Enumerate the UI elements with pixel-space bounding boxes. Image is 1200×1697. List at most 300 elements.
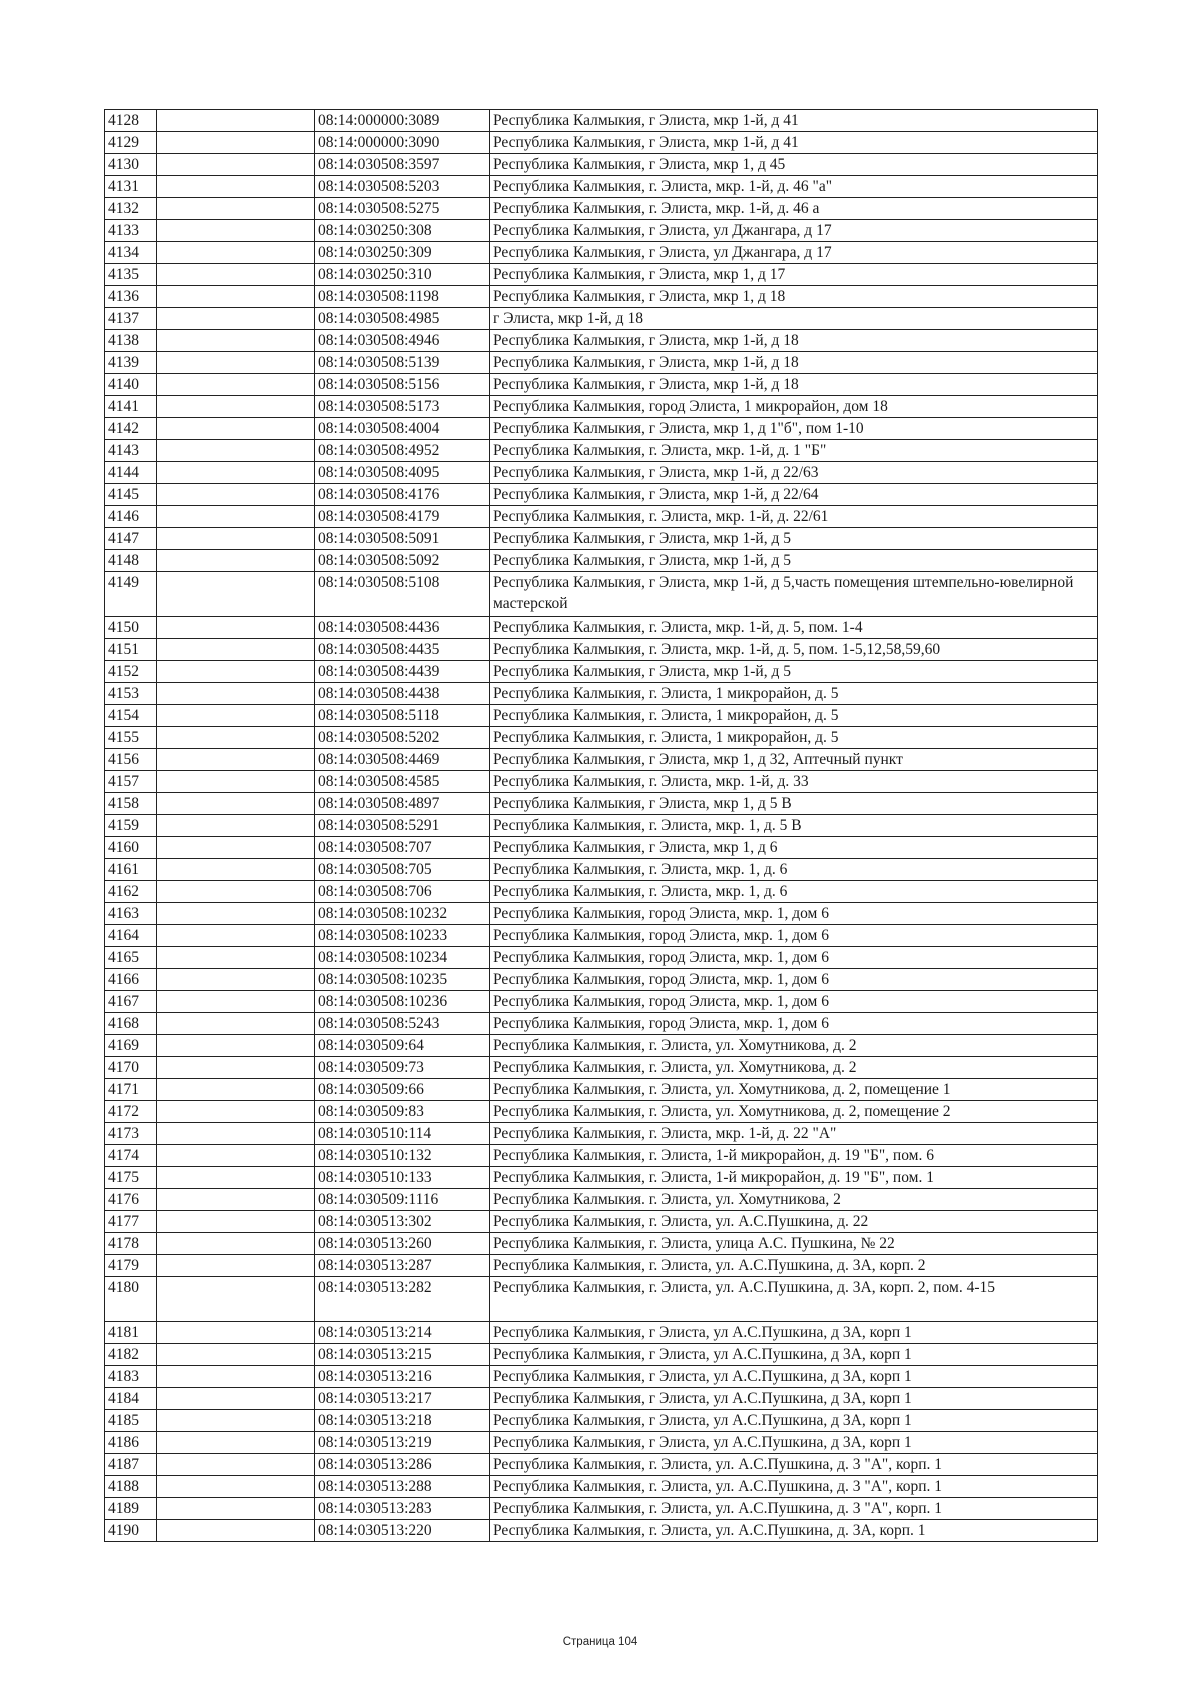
blank-cell [157,440,315,462]
table-row [105,683,1098,705]
blank-cell [157,1101,315,1123]
row-number-cell: 4128 [105,110,157,132]
blank-cell [157,815,315,837]
address-cell: Республика Калмыкия, город Элиста, мкр. 1, дом 6 [490,903,1098,925]
cadastral-number-cell: 08:14:030509:73 [315,1057,490,1079]
table-row [105,374,1098,396]
address-cell: Республика Калмыкия, г. Элиста, мкр. 1, д. 6 [490,859,1098,881]
row-number-cell: 4170 [105,1057,157,1079]
blank-cell [157,925,315,947]
table-row [105,176,1098,198]
blank-cell [157,1410,315,1432]
cadastral-number-cell: 08:14:030508:5092 [315,550,490,572]
cadastral-number-cell: 08:14:030508:1198 [315,286,490,308]
cadastral-number-cell: 08:14:030250:308 [315,220,490,242]
cadastral-number-cell: 08:14:030508:4176 [315,484,490,506]
row-number-cell: 4136 [105,286,157,308]
table-row [105,1432,1098,1454]
row-number-cell: 4156 [105,749,157,771]
cadastral-number-cell: 08:14:030508:4438 [315,683,490,705]
blank-cell [157,881,315,903]
row-number-cell: 4186 [105,1432,157,1454]
cadastral-number-cell: 08:14:030510:133 [315,1167,490,1189]
table-row [105,506,1098,528]
table-row [105,815,1098,837]
table-row [105,1322,1098,1344]
address-cell: Республика Калмыкия, г Элиста, мкр 1-й, д 5 [490,528,1098,550]
address-cell: Республика Калмыкия, г Элиста, мкр 1-й, д 41 [490,132,1098,154]
cadastral-number-cell: 08:14:030250:309 [315,242,490,264]
row-number-cell: 4185 [105,1410,157,1432]
cadastral-number-cell: 08:14:030508:4985 [315,308,490,330]
table-row [105,132,1098,154]
row-number-cell: 4179 [105,1255,157,1277]
row-number-cell: 4131 [105,176,157,198]
blank-cell [157,1344,315,1366]
cadastral-number-cell: 08:14:030513:288 [315,1476,490,1498]
blank-cell [157,793,315,815]
address-cell: Республика Калмыкия, г. Элиста, ул. Хомутникова, д. 2 [490,1057,1098,1079]
table-row [105,1211,1098,1233]
address-cell: Республика Калмыкия, г. Элиста, 1-й микрорайон, д. 19 "Б", пом. 6 [490,1145,1098,1167]
cadastral-number-cell: 08:14:030508:5118 [315,705,490,727]
address-cell: Республика Калмыкия, г. Элиста, мкр. 1-й, д. 5, пом. 1-4 [490,617,1098,639]
cadastral-number-cell: 08:14:000000:3089 [315,110,490,132]
cadastral-number-cell: 08:14:030510:132 [315,1145,490,1167]
address-cell: Республика Калмыкия, г Элиста, ул А.С.Пушкина, д 3А, корп 1 [490,1432,1098,1454]
table-row [105,1189,1098,1211]
cadastral-number-cell: 08:14:030510:114 [315,1123,490,1145]
cadastral-number-cell: 08:14:030508:3597 [315,154,490,176]
blank-cell [157,1145,315,1167]
table-row [105,639,1098,661]
address-cell: Республика Калмыкия, г Элиста, мкр 1-й, д 5,часть помещения штемпельно-ювелирной мастерской [490,572,1098,617]
row-number-cell: 4144 [105,462,157,484]
cadastral-number-cell: 08:14:030508:5275 [315,198,490,220]
cadastral-number-cell: 08:14:030508:4585 [315,771,490,793]
cadastral-number-cell: 08:14:030513:217 [315,1388,490,1410]
blank-cell [157,617,315,639]
table-row [105,705,1098,727]
cadastral-number-cell: 08:14:030508:5091 [315,528,490,550]
cadastral-number-cell: 08:14:030508:5108 [315,572,490,617]
table-row [105,749,1098,771]
cadastral-number-cell: 08:14:030513:286 [315,1454,490,1476]
address-cell: Республика Калмыкия, г. Элиста, ул. А.С.Пушкина, д. 22 [490,1211,1098,1233]
table-row [105,1454,1098,1476]
address-cell: Республика Калмыкия, г Элиста, ул А.С.Пушкина, д 3А, корп 1 [490,1322,1098,1344]
address-cell: Республика Калмыкия, г. Элиста, мкр. 1-й, д. 5, пом. 1-5,12,58,59,60 [490,639,1098,661]
cadastral-number-cell: 08:14:030513:220 [315,1520,490,1542]
address-cell: Республика Калмыкия. г. Элиста, ул. Хомутникова, 2 [490,1189,1098,1211]
blank-cell [157,1079,315,1101]
cadastral-number-cell: 08:14:030508:10236 [315,991,490,1013]
row-number-cell: 4153 [105,683,157,705]
table-row [105,661,1098,683]
table-row [105,837,1098,859]
cadastral-number-cell: 08:14:030513:260 [315,1233,490,1255]
blank-cell [157,661,315,683]
cadastral-number-cell: 08:14:030508:10235 [315,969,490,991]
table-row [105,1167,1098,1189]
cadastral-number-cell: 08:14:030509:1116 [315,1189,490,1211]
row-number-cell: 4137 [105,308,157,330]
row-number-cell: 4139 [105,352,157,374]
table-row [105,154,1098,176]
row-number-cell: 4152 [105,661,157,683]
row-number-cell: 4184 [105,1388,157,1410]
address-cell: Республика Калмыкия, г. Элиста, ул. Хомутникова, д. 2, помещение 2 [490,1101,1098,1123]
table-row [105,771,1098,793]
row-number-cell: 4181 [105,1322,157,1344]
blank-cell [157,1189,315,1211]
blank-cell [157,286,315,308]
blank-cell [157,837,315,859]
cadastral-number-cell: 08:14:030513:218 [315,1410,490,1432]
table-row [105,550,1098,572]
row-number-cell: 4162 [105,881,157,903]
table-row [105,264,1098,286]
cadastral-number-cell: 08:14:030513:214 [315,1322,490,1344]
cadastral-number-cell: 08:14:030250:310 [315,264,490,286]
blank-cell [157,903,315,925]
cadastral-number-cell: 08:14:030508:4095 [315,462,490,484]
address-cell: Республика Калмыкия, г Элиста, ул Джангара, д 17 [490,220,1098,242]
blank-cell [157,110,315,132]
blank-cell [157,132,315,154]
cadastral-number-cell: 08:14:030508:707 [315,837,490,859]
table-row [105,1410,1098,1432]
blank-cell [157,639,315,661]
address-cell: Республика Калмыкия, г. Элиста, мкр. 1-й, д. 1 "Б" [490,440,1098,462]
row-number-cell: 4182 [105,1344,157,1366]
address-cell: Республика Калмыкия, г Элиста, ул А.С.Пушкина, д 3А, корп 1 [490,1366,1098,1388]
address-cell: Республика Калмыкия, город Элиста, мкр. 1, дом 6 [490,947,1098,969]
table-row [105,925,1098,947]
blank-cell [157,242,315,264]
table-row [105,1388,1098,1410]
address-cell: Республика Калмыкия, город Элиста, 1 микрорайон, дом 18 [490,396,1098,418]
row-number-cell: 4160 [105,837,157,859]
row-number-cell: 4142 [105,418,157,440]
blank-cell [157,1520,315,1542]
blank-cell [157,1454,315,1476]
table-row [105,1013,1098,1035]
cadastral-number-cell: 08:14:030508:5156 [315,374,490,396]
address-cell: Республика Калмыкия, г Элиста, мкр 1, д 45 [490,154,1098,176]
table-row [105,572,1098,617]
blank-cell [157,374,315,396]
row-number-cell: 4175 [105,1167,157,1189]
blank-cell [157,506,315,528]
row-number-cell: 4176 [105,1189,157,1211]
blank-cell [157,1211,315,1233]
cadastral-number-cell: 08:14:030509:66 [315,1079,490,1101]
blank-cell [157,308,315,330]
table-row [105,462,1098,484]
address-cell: Республика Калмыкия, г Элиста, мкр 1, д 1"б", пом 1-10 [490,418,1098,440]
row-number-cell: 4151 [105,639,157,661]
row-number-cell: 4189 [105,1498,157,1520]
cadastral-number-cell: 08:14:030508:4946 [315,330,490,352]
table-row [105,308,1098,330]
table-row [105,1255,1098,1277]
blank-cell [157,1277,315,1322]
row-number-cell: 4150 [105,617,157,639]
table-row [105,1366,1098,1388]
blank-cell [157,396,315,418]
blank-cell [157,1366,315,1388]
address-cell: Республика Калмыкия, г. Элиста, мкр. 1-й, д. 33 [490,771,1098,793]
table-row [105,198,1098,220]
blank-cell [157,1255,315,1277]
blank-cell [157,991,315,1013]
table-row [105,528,1098,550]
address-cell: Республика Калмыкия, г. Элиста, мкр. 1, д. 5 В [490,815,1098,837]
blank-cell [157,1322,315,1344]
table-row [105,418,1098,440]
cadastral-number-cell: 08:14:030508:4004 [315,418,490,440]
row-number-cell: 4148 [105,550,157,572]
cadastral-number-cell: 08:14:030508:4436 [315,617,490,639]
table-row [105,903,1098,925]
row-number-cell: 4168 [105,1013,157,1035]
row-number-cell: 4171 [105,1079,157,1101]
cadastral-number-cell: 08:14:030508:5291 [315,815,490,837]
blank-cell [157,330,315,352]
row-number-cell: 4187 [105,1454,157,1476]
address-cell: Республика Калмыкия, г Элиста, мкр 1-й, д 41 [490,110,1098,132]
address-cell: Республика Калмыкия, г. Элиста, мкр. 1, д. 6 [490,881,1098,903]
cadastral-number-cell: 08:14:030508:5139 [315,352,490,374]
blank-cell [157,484,315,506]
blank-cell [157,550,315,572]
cadastral-number-cell: 08:14:030513:287 [315,1255,490,1277]
cadastral-number-cell: 08:14:030508:5173 [315,396,490,418]
blank-cell [157,1057,315,1079]
address-cell: Республика Калмыкия, город Элиста, мкр. 1, дом 6 [490,1013,1098,1035]
table-row [105,1079,1098,1101]
address-cell: Республика Калмыкия, г Элиста, мкр 1-й, д 22/63 [490,462,1098,484]
cadastral-number-cell: 08:14:030509:83 [315,1101,490,1123]
table-row [105,484,1098,506]
table-row [105,220,1098,242]
row-number-cell: 4164 [105,925,157,947]
table-row [105,242,1098,264]
row-number-cell: 4154 [105,705,157,727]
table-row [105,352,1098,374]
row-number-cell: 4129 [105,132,157,154]
page-number-label: Страница 104 [562,1636,638,1648]
address-cell: Республика Калмыкия, г Элиста, мкр 1-й, д 18 [490,330,1098,352]
blank-cell [157,418,315,440]
table-row [105,396,1098,418]
row-number-cell: 4161 [105,859,157,881]
address-cell: Республика Калмыкия, г. Элиста, ул. А.С.Пушкина, д. 3 "А", корп. 1 [490,1476,1098,1498]
table-row [105,1145,1098,1167]
address-cell: Республика Калмыкия, г Элиста, мкр 1, д 5 В [490,793,1098,815]
cadastral-number-cell: 08:14:030509:64 [315,1035,490,1057]
address-cell: г Элиста, мкр 1-й, д 18 [490,308,1098,330]
table-row [105,110,1098,132]
blank-cell [157,572,315,617]
row-number-cell: 4166 [105,969,157,991]
row-number-cell: 4167 [105,991,157,1013]
table-row [105,947,1098,969]
table-row [105,969,1098,991]
address-cell: Республика Калмыкия, г Элиста, мкр 1, д 18 [490,286,1098,308]
blank-cell [157,176,315,198]
table-row [105,617,1098,639]
row-number-cell: 4135 [105,264,157,286]
table-row [105,1476,1098,1498]
table-row [105,1057,1098,1079]
cadastral-number-cell: 08:14:030508:10234 [315,947,490,969]
row-number-cell: 4149 [105,572,157,617]
blank-cell [157,462,315,484]
blank-cell [157,727,315,749]
row-number-cell: 4147 [105,528,157,550]
blank-cell [157,352,315,374]
table-row [105,330,1098,352]
cadastral-number-cell: 08:14:030508:5203 [315,176,490,198]
blank-cell [157,154,315,176]
address-cell: Республика Калмыкия, г Элиста, мкр 1-й, д 5 [490,550,1098,572]
property-table-body [105,110,1098,1542]
row-number-cell: 4133 [105,220,157,242]
row-number-cell: 4163 [105,903,157,925]
blank-cell [157,198,315,220]
row-number-cell: 4180 [105,1277,157,1322]
address-cell: Республика Калмыкия, город Элиста, мкр. 1, дом 6 [490,991,1098,1013]
address-cell: Республика Калмыкия, г. Элиста, 1 микрорайон, д. 5 [490,705,1098,727]
table-row [105,859,1098,881]
row-number-cell: 4188 [105,1476,157,1498]
cadastral-number-cell: 08:14:030513:216 [315,1366,490,1388]
table-row [105,1233,1098,1255]
blank-cell [157,220,315,242]
cadastral-number-cell: 08:14:000000:3090 [315,132,490,154]
blank-cell [157,947,315,969]
row-number-cell: 4141 [105,396,157,418]
table-row [105,1498,1098,1520]
table-row [105,440,1098,462]
cadastral-number-cell: 08:14:030513:215 [315,1344,490,1366]
address-cell: Республика Калмыкия, г. Элиста, ул. А.С.Пушкина, д. 3А, корп. 2, пом. 4-15 [490,1277,1098,1322]
cadastral-number-cell: 08:14:030508:10233 [315,925,490,947]
cadastral-number-cell: 08:14:030508:4469 [315,749,490,771]
row-number-cell: 4157 [105,771,157,793]
address-cell: Республика Калмыкия, г. Элиста, ул. А.С.Пушкина, д. 3 "А", корп. 1 [490,1454,1098,1476]
row-number-cell: 4140 [105,374,157,396]
property-table [104,109,1098,1542]
blank-cell [157,705,315,727]
address-cell: Республика Калмыкия, г Элиста, мкр 1, д 6 [490,837,1098,859]
address-cell: Республика Калмыкия, г. Элиста, ул. Хомутникова, д. 2 [490,1035,1098,1057]
row-number-cell: 4172 [105,1101,157,1123]
page-footer [0,1636,1200,1648]
row-number-cell: 4132 [105,198,157,220]
table-row [105,793,1098,815]
row-number-cell: 4138 [105,330,157,352]
cadastral-number-cell: 08:14:030508:5202 [315,727,490,749]
cadastral-number-cell: 08:14:030508:705 [315,859,490,881]
blank-cell [157,1233,315,1255]
address-cell: Республика Калмыкия, г. Элиста, мкр. 1-й, д. 46 "а" [490,176,1098,198]
cadastral-number-cell: 08:14:030513:282 [315,1277,490,1322]
blank-cell [157,1035,315,1057]
address-cell: Республика Калмыкия, г. Элиста, 1 микрорайон, д. 5 [490,727,1098,749]
row-number-cell: 4146 [105,506,157,528]
row-number-cell: 4145 [105,484,157,506]
address-cell: Республика Калмыкия, г. Элиста, улица А.С. Пушкина, № 22 [490,1233,1098,1255]
blank-cell [157,1498,315,1520]
cadastral-number-cell: 08:14:030508:10232 [315,903,490,925]
address-cell: Республика Калмыкия, г. Элиста, ул. Хомутникова, д. 2, помещение 1 [490,1079,1098,1101]
cadastral-number-cell: 08:14:030508:4952 [315,440,490,462]
row-number-cell: 4183 [105,1366,157,1388]
blank-cell [157,1123,315,1145]
cadastral-number-cell: 08:14:030508:706 [315,881,490,903]
row-number-cell: 4155 [105,727,157,749]
table-row [105,1123,1098,1145]
cadastral-number-cell: 08:14:030508:4179 [315,506,490,528]
cadastral-number-cell: 08:14:030513:219 [315,1432,490,1454]
address-cell: Республика Калмыкия, г Элиста, мкр 1-й, д 5 [490,661,1098,683]
row-number-cell: 4190 [105,1520,157,1542]
address-cell: Республика Калмыкия, город Элиста, мкр. 1, дом 6 [490,925,1098,947]
blank-cell [157,749,315,771]
address-cell: Республика Калмыкия, г. Элиста, ул. А.С.Пушкина, д. 3А, корп. 2 [490,1255,1098,1277]
blank-cell [157,1167,315,1189]
table-row [105,727,1098,749]
address-cell: Республика Калмыкия, г Элиста, ул А.С.Пушкина, д 3А, корп 1 [490,1410,1098,1432]
table-row [105,1520,1098,1542]
table-row [105,991,1098,1013]
row-number-cell: 4158 [105,793,157,815]
table-row [105,1035,1098,1057]
table-row [105,1344,1098,1366]
cadastral-number-cell: 08:14:030513:283 [315,1498,490,1520]
address-cell: Республика Калмыкия, г Элиста, мкр 1-й, д 22/64 [490,484,1098,506]
row-number-cell: 4169 [105,1035,157,1057]
row-number-cell: 4159 [105,815,157,837]
row-number-cell: 4143 [105,440,157,462]
address-cell: Республика Калмыкия, г. Элиста, мкр. 1-й, д. 46 а [490,198,1098,220]
blank-cell [157,771,315,793]
table-row [105,286,1098,308]
address-cell: Республика Калмыкия, г. Элиста, ул. А.С.Пушкина, д. 3А, корп. 1 [490,1520,1098,1542]
address-cell: Республика Калмыкия, г Элиста, мкр 1, д 17 [490,264,1098,286]
blank-cell [157,969,315,991]
row-number-cell: 4130 [105,154,157,176]
address-cell: Республика Калмыкия, город Элиста, мкр. 1, дом 6 [490,969,1098,991]
cadastral-number-cell: 08:14:030508:4435 [315,639,490,661]
row-number-cell: 4134 [105,242,157,264]
row-number-cell: 4177 [105,1211,157,1233]
address-cell: Республика Калмыкия, г. Элиста, ул. А.С.Пушкина, д. 3 "А", корп. 1 [490,1498,1098,1520]
cadastral-number-cell: 08:14:030513:302 [315,1211,490,1233]
cadastral-number-cell: 08:14:030508:5243 [315,1013,490,1035]
blank-cell [157,1013,315,1035]
row-number-cell: 4173 [105,1123,157,1145]
row-number-cell: 4178 [105,1233,157,1255]
address-cell: Республика Калмыкия, г Элиста, ул А.С.Пушкина, д 3А, корп 1 [490,1388,1098,1410]
address-cell: Республика Калмыкия, г Элиста, ул Джангара, д 17 [490,242,1098,264]
row-number-cell: 4165 [105,947,157,969]
cadastral-number-cell: 08:14:030508:4439 [315,661,490,683]
blank-cell [157,1432,315,1454]
